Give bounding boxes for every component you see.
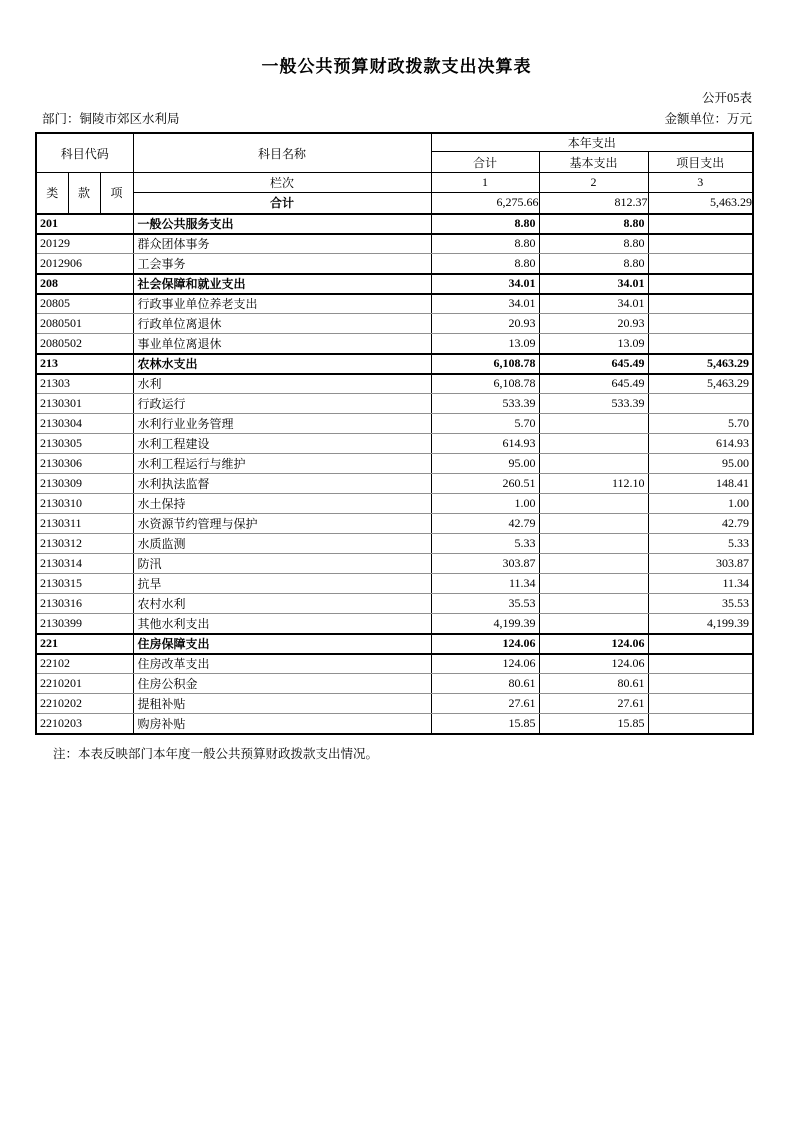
table-row — [36, 534, 753, 554]
expense-table — [35, 132, 754, 735]
name-cell: 社会保障和就业支出 — [133, 274, 431, 294]
col-num-2: 2 — [539, 173, 648, 193]
code-cell: 2130301 — [36, 394, 133, 414]
name-cell: 水资源节约管理与保护 — [133, 514, 431, 534]
table-row — [36, 414, 753, 434]
name-cell: 提租补贴 — [133, 694, 431, 714]
current-year-expense-header: 本年支出 — [431, 133, 753, 152]
total-cell: 6,108.78 — [431, 354, 539, 374]
code-cell: 2130314 — [36, 554, 133, 574]
code-cell: 22102 — [36, 654, 133, 674]
project-cell — [648, 394, 753, 414]
project-cell — [648, 714, 753, 734]
name-cell: 其他水利支出 — [133, 614, 431, 634]
total-cell: 34.01 — [431, 294, 539, 314]
table-row — [36, 554, 753, 574]
total-cell: 80.61 — [431, 674, 539, 694]
header-row-1 — [36, 133, 753, 152]
table-row — [36, 494, 753, 514]
name-cell: 水利 — [133, 374, 431, 394]
project-cell: 5.33 — [648, 534, 753, 554]
section-header: 款 — [68, 173, 100, 214]
total-cell: 5.70 — [431, 414, 539, 434]
basic-cell: 112.10 — [539, 474, 648, 494]
code-cell: 2130310 — [36, 494, 133, 514]
name-cell: 水利行业业务管理 — [133, 414, 431, 434]
name-cell: 行政事业单位养老支出 — [133, 294, 431, 314]
project-cell — [648, 314, 753, 334]
name-cell: 住房公积金 — [133, 674, 431, 694]
basic-cell: 8.80 — [539, 254, 648, 274]
code-cell: 2130306 — [36, 454, 133, 474]
name-cell: 防汛 — [133, 554, 431, 574]
total-cell: 8.80 — [431, 214, 539, 234]
table-row — [36, 474, 753, 494]
basic-cell: 124.06 — [539, 634, 648, 654]
project-cell: 11.34 — [648, 574, 753, 594]
table-row — [36, 214, 753, 234]
basic-cell: 80.61 — [539, 674, 648, 694]
table-row — [36, 254, 753, 274]
basic-cell — [539, 494, 648, 514]
project-cell — [648, 274, 753, 294]
project-cell: 4,199.39 — [648, 614, 753, 634]
table-row — [36, 274, 753, 294]
name-cell: 水利执法监督 — [133, 474, 431, 494]
project-cell: 303.87 — [648, 554, 753, 574]
project-cell — [648, 694, 753, 714]
project-cell: 5.70 — [648, 414, 753, 434]
table-body — [36, 214, 753, 734]
name-cell: 群众团体事务 — [133, 234, 431, 254]
table-row — [36, 514, 753, 534]
table-row — [36, 614, 753, 634]
basic-expense-header: 基本支出 — [539, 152, 648, 173]
code-cell: 2130399 — [36, 614, 133, 634]
code-cell: 2130304 — [36, 414, 133, 434]
basic-cell — [539, 534, 648, 554]
table-row — [36, 674, 753, 694]
total-cell: 8.80 — [431, 254, 539, 274]
name-cell: 工会事务 — [133, 254, 431, 274]
total-cell: 11.34 — [431, 574, 539, 594]
code-cell: 213 — [36, 354, 133, 374]
basic-cell — [539, 414, 648, 434]
table-row — [36, 374, 753, 394]
code-cell: 208 — [36, 274, 133, 294]
code-cell: 2130309 — [36, 474, 133, 494]
total-cell: 35.53 — [431, 594, 539, 614]
total-cell: 5.33 — [431, 534, 539, 554]
basic-cell — [539, 594, 648, 614]
basic-cell: 8.80 — [539, 234, 648, 254]
header-row-3 — [36, 173, 753, 193]
name-cell: 住房保障支出 — [133, 634, 431, 654]
table-header — [36, 133, 753, 214]
table-row — [36, 574, 753, 594]
name-cell: 水利工程运行与维护 — [133, 454, 431, 474]
grand-total-basic: 812.37 — [539, 193, 648, 214]
total-cell: 533.39 — [431, 394, 539, 414]
basic-cell: 13.09 — [539, 334, 648, 354]
total-cell: 4,199.39 — [431, 614, 539, 634]
name-cell: 行政运行 — [133, 394, 431, 414]
project-cell — [648, 214, 753, 234]
basic-cell: 645.49 — [539, 354, 648, 374]
basic-cell: 27.61 — [539, 694, 648, 714]
basic-cell: 8.80 — [539, 214, 648, 234]
project-cell: 614.93 — [648, 434, 753, 454]
table-row — [36, 694, 753, 714]
project-cell: 5,463.29 — [648, 354, 753, 374]
name-cell: 水利工程建设 — [133, 434, 431, 454]
grand-total-project: 5,463.29 — [648, 193, 753, 214]
code-cell: 2080502 — [36, 334, 133, 354]
basic-cell — [539, 614, 648, 634]
basic-cell — [539, 574, 648, 594]
table-row — [36, 294, 753, 314]
basic-cell: 645.49 — [539, 374, 648, 394]
total-cell: 614.93 — [431, 434, 539, 454]
table-row — [36, 634, 753, 654]
name-cell: 一般公共服务支出 — [133, 214, 431, 234]
subject-code-header: 科目代码 — [36, 133, 133, 173]
name-cell: 购房补贴 — [133, 714, 431, 734]
project-cell — [648, 234, 753, 254]
total-cell: 13.09 — [431, 334, 539, 354]
subject-name-header: 科目名称 — [133, 133, 431, 173]
table-row — [36, 394, 753, 414]
code-cell: 2130316 — [36, 594, 133, 614]
basic-cell — [539, 554, 648, 574]
table-row — [36, 334, 753, 354]
basic-cell — [539, 434, 648, 454]
meta-row — [42, 109, 752, 127]
total-cell: 1.00 — [431, 494, 539, 514]
project-cell: 95.00 — [648, 454, 753, 474]
project-cell — [648, 334, 753, 354]
total-header: 合计 — [431, 152, 539, 173]
project-cell: 1.00 — [648, 494, 753, 514]
total-cell: 260.51 — [431, 474, 539, 494]
project-cell: 148.41 — [648, 474, 753, 494]
code-cell: 221 — [36, 634, 133, 654]
total-cell: 124.06 — [431, 654, 539, 674]
page-title: 一般公共预算财政拨款支出决算表 — [261, 57, 532, 76]
basic-cell: 533.39 — [539, 394, 648, 414]
total-cell: 124.06 — [431, 634, 539, 654]
total-cell: 8.80 — [431, 234, 539, 254]
table-row — [36, 314, 753, 334]
basic-cell: 20.93 — [539, 314, 648, 334]
grand-total-label: 合计 — [133, 193, 431, 214]
project-cell: 5,463.29 — [648, 374, 753, 394]
code-cell: 21303 — [36, 374, 133, 394]
project-cell — [648, 654, 753, 674]
col-num-1: 1 — [431, 173, 539, 193]
name-cell: 行政单位离退休 — [133, 314, 431, 334]
table-row — [36, 594, 753, 614]
table-row — [36, 234, 753, 254]
code-cell: 2210201 — [36, 674, 133, 694]
name-cell: 水土保持 — [133, 494, 431, 514]
grand-total-row — [36, 193, 753, 214]
unit-line: 金额单位：万元 — [664, 112, 752, 126]
table-number: 公开05表 — [701, 91, 752, 105]
code-cell: 20129 — [36, 234, 133, 254]
name-cell: 住房改革支出 — [133, 654, 431, 674]
table-row — [36, 454, 753, 474]
column-label: 栏次 — [133, 173, 431, 193]
code-cell: 2130311 — [36, 514, 133, 534]
total-cell: 34.01 — [431, 274, 539, 294]
department-line: 部门：铜陵市郊区水利局 — [42, 112, 180, 126]
project-expense-header: 项目支出 — [648, 152, 753, 173]
table-row — [36, 354, 753, 374]
basic-cell: 15.85 — [539, 714, 648, 734]
code-cell: 2210203 — [36, 714, 133, 734]
basic-cell: 34.01 — [539, 274, 648, 294]
total-cell: 27.61 — [431, 694, 539, 714]
total-cell: 42.79 — [431, 514, 539, 534]
code-cell: 2080501 — [36, 314, 133, 334]
code-cell: 20805 — [36, 294, 133, 314]
basic-cell — [539, 454, 648, 474]
table-row — [36, 434, 753, 454]
item-header: 项 — [100, 173, 133, 214]
code-cell: 2012906 — [36, 254, 133, 274]
project-cell — [648, 634, 753, 654]
name-cell: 水质监测 — [133, 534, 431, 554]
basic-cell: 34.01 — [539, 294, 648, 314]
basic-cell — [539, 514, 648, 534]
class-header: 类 — [36, 173, 68, 214]
code-cell: 2130312 — [36, 534, 133, 554]
project-cell — [648, 674, 753, 694]
total-cell: 95.00 — [431, 454, 539, 474]
project-cell — [648, 294, 753, 314]
table-row — [36, 654, 753, 674]
total-cell: 303.87 — [431, 554, 539, 574]
code-cell: 2130315 — [36, 574, 133, 594]
basic-cell: 124.06 — [539, 654, 648, 674]
col-num-3: 3 — [648, 173, 753, 193]
code-cell: 2210202 — [36, 694, 133, 714]
name-cell: 农林水支出 — [133, 354, 431, 374]
name-cell: 事业单位离退休 — [133, 334, 431, 354]
code-cell: 2130305 — [36, 434, 133, 454]
table-row — [36, 714, 753, 734]
project-cell — [648, 254, 753, 274]
name-cell: 农村水利 — [133, 594, 431, 614]
total-cell: 6,108.78 — [431, 374, 539, 394]
code-cell: 201 — [36, 214, 133, 234]
total-cell: 15.85 — [431, 714, 539, 734]
total-cell: 20.93 — [431, 314, 539, 334]
project-cell: 42.79 — [648, 514, 753, 534]
grand-total-total: 6,275.66 — [431, 193, 539, 214]
footnote: 注：本表反映部门本年度一般公共预算财政拨款支出情况。 — [53, 746, 379, 761]
name-cell: 抗旱 — [133, 574, 431, 594]
project-cell: 35.53 — [648, 594, 753, 614]
